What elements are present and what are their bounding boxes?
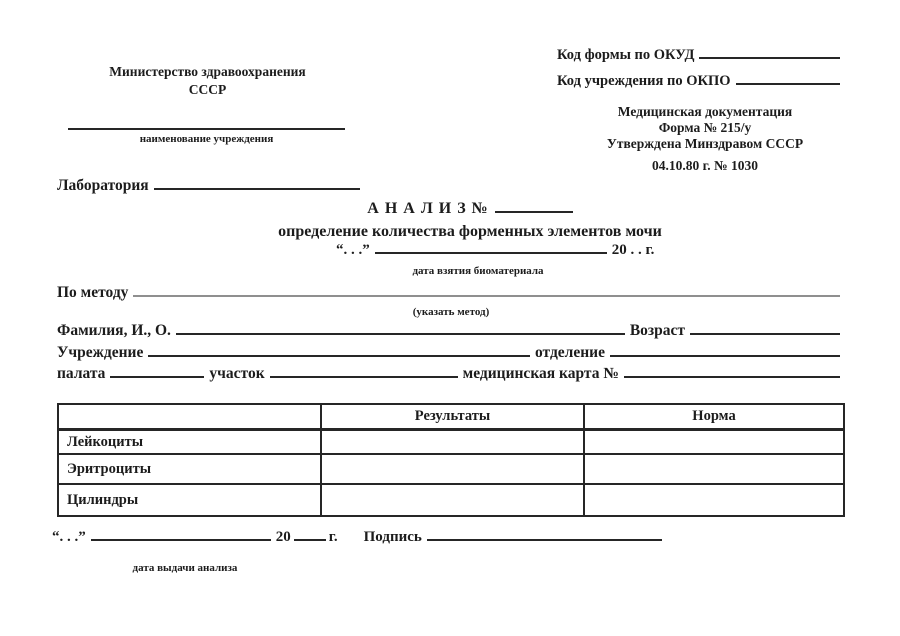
- med-card-label: медицинская карта №: [462, 365, 619, 382]
- meddoc-line1: Медицинская документация: [617, 104, 793, 119]
- footer-year-prefix: 20: [275, 529, 291, 545]
- biomaterial-date-row: [336, 242, 654, 259]
- parameter-header-cell: [58, 404, 321, 430]
- table-row-cylinders: [58, 484, 844, 516]
- biomaterial-date-caption: дата взятия биоматериала: [412, 265, 544, 277]
- form-number: Форма № 215/у: [658, 120, 752, 135]
- table-row-erythrocytes: [58, 454, 844, 484]
- institution-label: Учреждение: [57, 344, 144, 361]
- analysis-title: А Н А Л И З №: [367, 200, 489, 217]
- approval-date: 04.10.80 г. № 1030: [652, 158, 758, 173]
- signature-label: Подпись: [363, 529, 422, 545]
- cylinders-result-cell[interactable]: [321, 484, 584, 516]
- row-label-cylinders: Цилиндры: [58, 484, 321, 516]
- footer-open-quote: “. . .”: [52, 529, 86, 545]
- ward-row: [57, 365, 845, 383]
- table-header-row: [58, 404, 844, 430]
- area-field[interactable]: [270, 375, 458, 378]
- footer-year-suffix: г.: [328, 529, 338, 545]
- method-label: По методу: [57, 284, 129, 301]
- results-table: [57, 403, 845, 517]
- norm-header-cell: Норма: [584, 404, 844, 430]
- ministry-line2: СССР: [188, 82, 227, 97]
- laboratory-row: [57, 177, 365, 195]
- area-label: участок: [209, 365, 265, 382]
- table-row-leukocytes: [58, 430, 844, 455]
- form-approval-block: [558, 104, 852, 174]
- leukocytes-norm-cell[interactable]: [584, 430, 844, 455]
- institution-row: [57, 344, 845, 362]
- issue-date-field[interactable]: [91, 538, 271, 541]
- signature-row: [52, 529, 667, 546]
- okpo-code-field[interactable]: [736, 82, 840, 85]
- approved-by: Утверждена Минздравом СССР: [606, 136, 804, 151]
- ward-field[interactable]: [110, 375, 204, 378]
- age-label: Возраст: [629, 322, 685, 339]
- institution-name-caption: наименование учреждения: [139, 133, 274, 145]
- age-field[interactable]: [690, 332, 840, 335]
- analysis-number-field[interactable]: [495, 210, 573, 213]
- okpo-label: Код учреждения по ОКПО: [557, 73, 731, 89]
- department-field[interactable]: [610, 354, 840, 357]
- erythrocytes-result-cell[interactable]: [321, 454, 584, 484]
- results-header-cell: Результаты: [321, 404, 584, 430]
- patient-name-row: [57, 322, 845, 340]
- date-year: 20 . . г.: [611, 242, 655, 258]
- okud-code-row: [557, 47, 845, 64]
- ministry-block: [70, 63, 345, 99]
- biomaterial-date-field[interactable]: [375, 251, 607, 254]
- laboratory-name-field[interactable]: [154, 187, 360, 190]
- leukocytes-result-cell[interactable]: [321, 430, 584, 455]
- row-label-erythrocytes: Эритроциты: [58, 454, 321, 484]
- patient-name-field[interactable]: [176, 332, 625, 335]
- signature-field[interactable]: [427, 538, 662, 541]
- okpo-code-row: [557, 73, 845, 90]
- analysis-title-row: [40, 200, 900, 218]
- okud-label: Код формы по ОКУД: [557, 47, 695, 63]
- cylinders-norm-cell[interactable]: [584, 484, 844, 516]
- institution-name-block: [68, 110, 345, 146]
- med-card-field[interactable]: [624, 375, 840, 378]
- institution-field[interactable]: [148, 354, 530, 357]
- date-open-quote: “. . .”: [336, 242, 370, 258]
- row-label-leukocytes: Лейкоциты: [58, 430, 321, 455]
- patient-name-label: Фамилия, И., О.: [57, 322, 171, 339]
- method-row: [57, 284, 845, 302]
- ward-label: палата: [57, 365, 106, 382]
- issue-date-caption: дата выдачи анализа: [132, 562, 238, 574]
- method-field[interactable]: [133, 294, 840, 297]
- erythrocytes-norm-cell[interactable]: [584, 454, 844, 484]
- ministry-line1: Министерство здравоохранения: [109, 64, 306, 79]
- okud-code-field[interactable]: [699, 56, 840, 59]
- year-field[interactable]: [294, 538, 326, 541]
- institution-name-field[interactable]: [68, 110, 345, 130]
- method-caption: (указать метод): [412, 306, 490, 318]
- department-label: отделение: [535, 344, 605, 361]
- analysis-subtitle: определение количества форменных элементов мочи: [278, 223, 662, 240]
- laboratory-label: Лаборатория: [57, 177, 149, 194]
